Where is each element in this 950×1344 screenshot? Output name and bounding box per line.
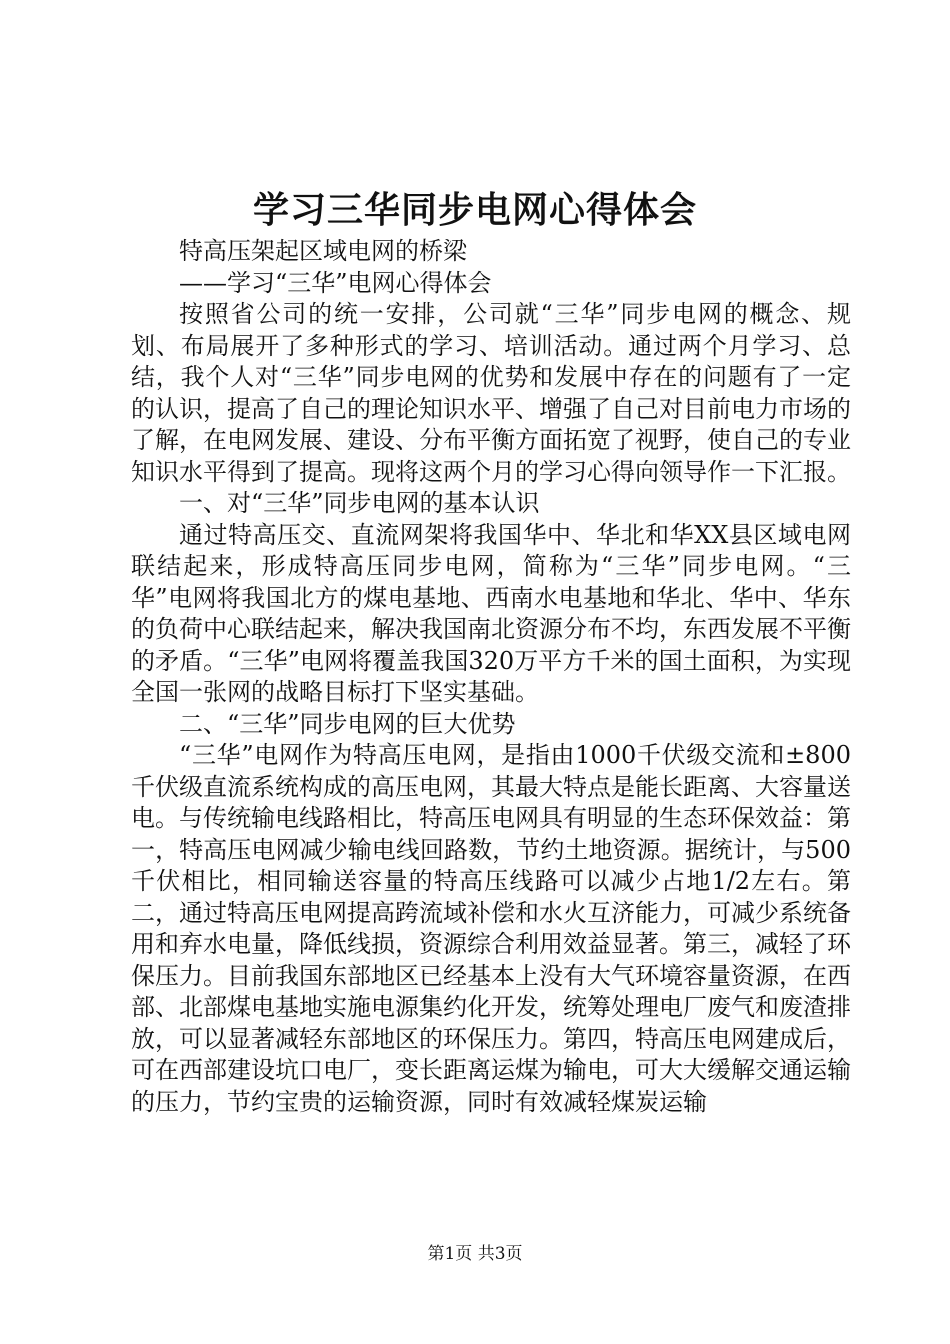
body-paragraph: 按照省公司的统一安排，公司就“三华”同步电网的概念、规划、布局展开了多种形式的学习、培训活动。通过两个月学习、总结，我个人对“三华”同步电网的优势和发展中存在的问题有了一定的认识，提高了自己的理论知识水平、增强了自己对目前电力市场的了解，在电网发展、建设、分布平衡方面拓宽了视野，使自己的专业知识水平得到了提高。现将这两个月的学习心得向领导作一下汇报。 <box>131 300 851 486</box>
subtitle-line: ——学习“三华”电网心得体会 <box>179 268 492 297</box>
section-heading: 一、对“三华”同步电网的基本认识 <box>179 489 540 517</box>
page-footer: 第1页 共3页 <box>427 1244 523 1264</box>
body-paragraph: “三华”电网作为特高压电网，是指由1000千伏级交流和±800千伏级直流系统构成的高压电网，其最大特点是能长距离、大容量送电。与传统输电线路相比，特高压电网具有明显的生态环保效益：第一，特高压电网减少输电线回路数，节约土地资源。据统计，与500千伏相比，相同输送容量的特高压线路可以减少占地1/2左右。第二，通过特高压电网提高跨流域补偿和水火互济能力，可减少系统备用和弃水电量，降低线损，资源综合利用效益显著。第三，减轻了环保压力。目前我国东部地区已经基本上没有大气环境容量资源，在西部、北部煤电基地实施电源集约化开发，统筹处理电厂废气和废渣排放，可以显著减轻东部地区的环保压力。第四，特高压电网建成后，可在西部建设坑口电厂，变长距离运煤为输电，可大大缓解交通运输的压力，节约宝贵的运输资源，同时有效减轻煤炭运输 <box>131 741 851 1116</box>
document-body <box>131 236 851 1118</box>
document-title: 学习三华同步电网心得体会 <box>252 189 697 231</box>
section-heading: 二、“三华”同步电网的巨大优势 <box>179 709 516 738</box>
subtitle-line: 特高压架起区域电网的桥梁 <box>179 237 467 265</box>
body-paragraph: 通过特高压交、直流网架将我国华中、华北和华XX县区域电网联结起来，形成特高压同步电网，简称为“三华”同步电网。“三华”电网将我国北方的煤电基地、西南水电基地和华北、华中、华东的负荷中心联结起来，解决我国南北资源分布不均，东西发展不平衡的矛盾。“三华”电网将覆盖我国320万平方千米的国土面积，为实现全国一张网的战略目标打下坚实基础。 <box>131 520 851 706</box>
